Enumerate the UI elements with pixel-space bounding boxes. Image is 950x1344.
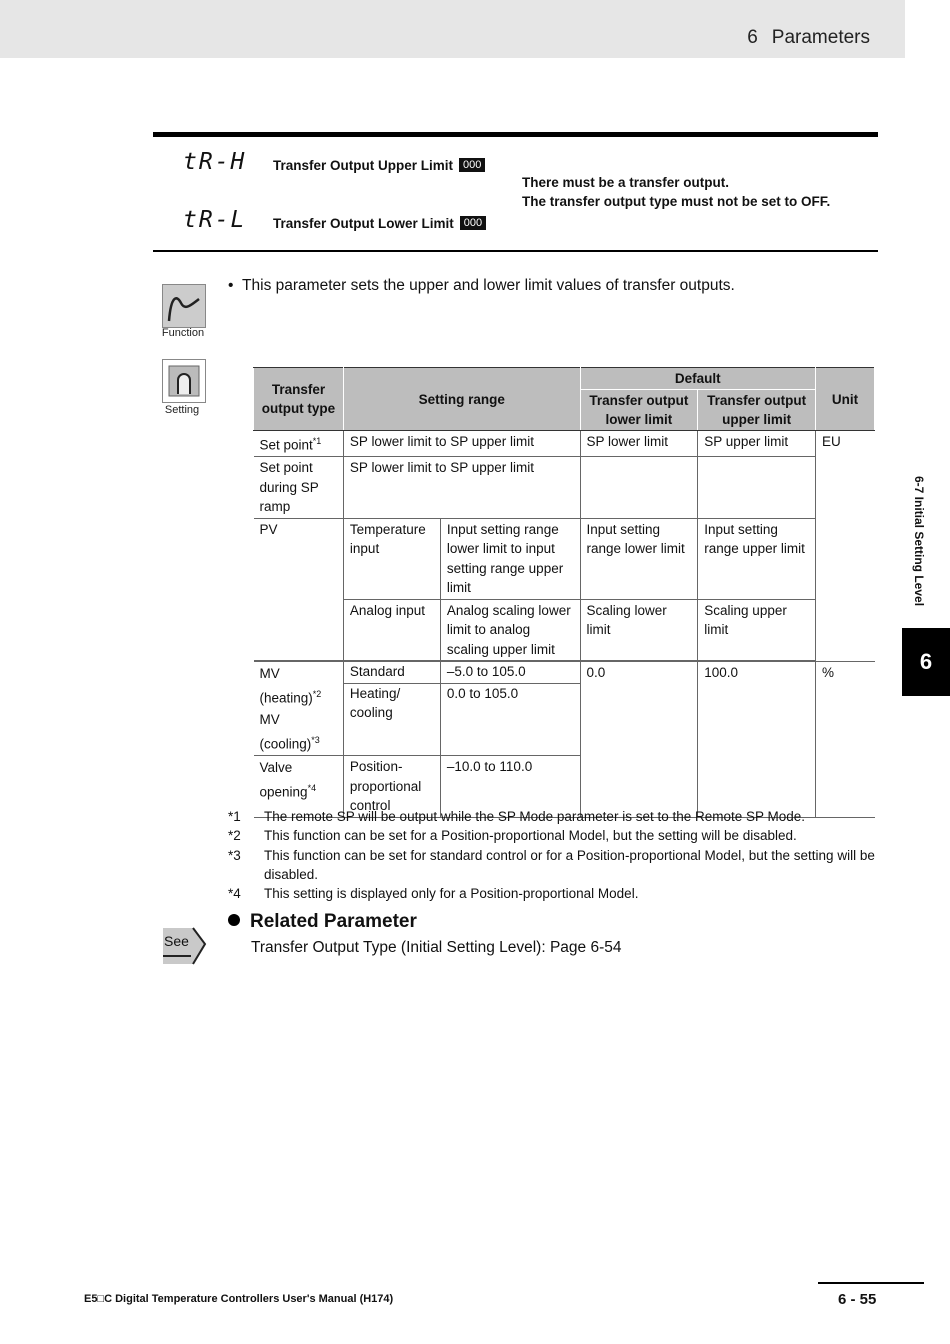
cell-type: Set point$^{*1}$ — [254, 431, 344, 457]
setting-table-viewport — [253, 367, 875, 813]
section-side-tab: 6-7 Initial Setting Level — [912, 476, 926, 607]
cell-upper — [698, 457, 816, 519]
param-label-lower: Transfer Output Lower Limit 000 — [273, 216, 486, 231]
level-badge-lower: 000 — [460, 216, 486, 230]
footer-manual-title: E5□C Digital Temperature Controllers User's Manual (H174) — [84, 1293, 394, 1305]
setting-caption: Setting — [164, 404, 200, 416]
th-lower: Transfer output lower limit — [580, 390, 698, 431]
related-title: Related Parameter — [228, 911, 417, 933]
cell-upper: SP upper limit — [698, 431, 816, 457]
setting-table — [253, 367, 875, 818]
cell-type: MV (heating)$^{*2}$ MV (cooling)$^{*3}$ — [254, 662, 344, 756]
setting-icon — [162, 359, 206, 403]
footnote: *2 This function can be set for a Position-proportional Model, but the setting will be disabled. — [228, 828, 797, 844]
th-type: Transfer output type — [254, 368, 344, 431]
bullet-dot-icon — [228, 914, 240, 926]
param-code-lower: tR-L — [183, 207, 247, 233]
function-icon — [162, 284, 206, 328]
cell-range: –10.0 to 110.0 — [440, 756, 580, 818]
cell-unit: EU — [816, 431, 875, 662]
top-rule — [153, 132, 878, 137]
condition-2: The transfer output type must not be set to OFF. — [522, 194, 831, 209]
footnote: *4 This setting is displayed only for a Position-proportional Model. — [228, 886, 639, 902]
bottom-rule — [153, 250, 878, 252]
cell-sub: Standard Heating/ cooling — [343, 662, 440, 756]
cell-upper: Input setting range upper limit — [698, 518, 816, 599]
related-link[interactable]: Transfer Output Type (Initial Setting Level): Page 6-54 — [251, 939, 622, 956]
footer-rule — [818, 1282, 924, 1284]
chapter-tab: 6 — [902, 628, 950, 696]
cell-type: PV — [254, 518, 344, 661]
th-default: Default — [580, 368, 816, 390]
cell-lower: Scaling lower limit — [580, 599, 698, 661]
cell-lower: SP lower limit — [580, 431, 698, 457]
cell-range: SP lower limit to SP upper limit — [343, 457, 580, 519]
th-unit: Unit — [816, 368, 875, 431]
function-caption: Function — [161, 327, 205, 339]
cell-upper: 100.0 — [698, 662, 816, 818]
footnote: *3 This function can be set for standard control or for a Position-proportional Model, but the setting will be disabled. — [228, 847, 875, 882]
footnotes — [228, 807, 878, 903]
cell-range: SP lower limit to SP upper limit — [343, 431, 580, 457]
table-row — [254, 431, 875, 457]
param-code-upper: tR-H — [183, 149, 247, 175]
cell-type: Valve opening$^{*4}$ — [254, 756, 344, 818]
cell-upper: Scaling upper limit — [698, 599, 816, 661]
cell-lower: 0.0 — [580, 662, 698, 818]
cell-lower — [580, 457, 698, 519]
cell-unit: % — [816, 662, 875, 818]
cell-sub: Position-proportional control — [343, 756, 440, 818]
footnote: *1 The remote SP will be output while the SP Mode parameter is set to the Remote SP Mode. — [228, 809, 806, 824]
cell-range: –5.0 to 105.0 0.0 to 105.0 — [440, 662, 580, 756]
condition-1: There must be a transfer output. — [522, 175, 730, 190]
cell-lower: Input setting range lower limit — [580, 518, 698, 599]
page-header-title: 6 Parameters — [747, 27, 870, 48]
page-number: 6 - 55 — [838, 1291, 877, 1308]
cell-sub: Analog input — [343, 599, 440, 661]
level-badge-upper: 000 — [459, 158, 485, 172]
see-label: See — [164, 933, 189, 949]
param-label-upper: Transfer Output Upper Limit 000 — [273, 158, 485, 173]
table-row — [254, 662, 875, 756]
th-range: Setting range — [343, 368, 580, 431]
table-row — [254, 518, 875, 599]
cell-range: Input setting range lower limit to input setting range upper limit — [440, 518, 580, 599]
th-upper: Transfer output upper limit — [698, 390, 816, 431]
see-icon — [161, 920, 205, 964]
function-description: • This parameter sets the upper and lower limit values of transfer outputs. — [228, 277, 735, 294]
cell-type: Set point during SP ramp — [254, 457, 344, 519]
cell-range: Analog scaling lower limit to analog scaling upper limit — [440, 599, 580, 661]
table-row — [254, 599, 875, 661]
cell-sub: Temperature input — [343, 518, 440, 599]
table-row — [254, 457, 875, 519]
